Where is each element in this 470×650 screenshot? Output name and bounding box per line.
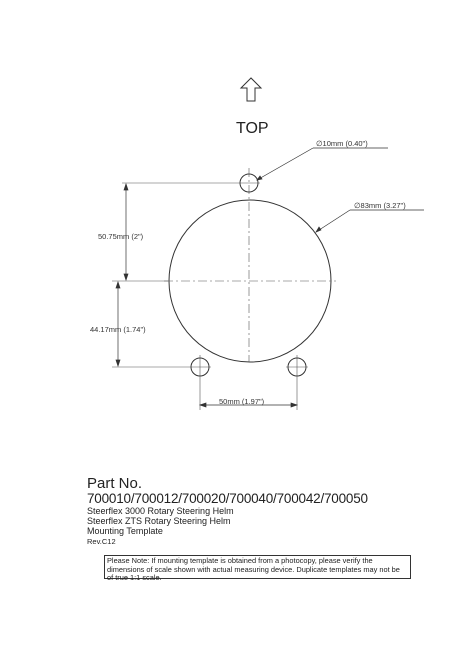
small-hole-leader: [257, 148, 388, 180]
part-numbers: 700010/700012/700020/700040/700042/700050: [87, 491, 368, 506]
hole-crosshairs: [189, 183, 308, 410]
vertical-upper-dimension: 50.75mm (2"): [98, 232, 144, 241]
vertical-lower-dimension: 44.17mm (1.74"): [90, 325, 146, 334]
top-label: TOP: [236, 120, 269, 137]
part-title: Part No.: [87, 475, 143, 492]
vertical-dimension-lines: [116, 184, 128, 366]
model-line-2: Steerflex ZTS Rotary Steering Helm: [87, 515, 231, 526]
large-hole-leader: [316, 210, 424, 232]
revision: Rev.C12: [87, 536, 116, 546]
center-lines: [164, 168, 336, 362]
model-line-1: Steerflex 3000 Rotary Steering Helm: [87, 505, 234, 516]
horizontal-dimension: 50mm (1.97"): [219, 397, 265, 406]
small-hole-dimension: ∅10mm (0.40"): [316, 139, 368, 148]
photocopy-note: Please Note: If mounting template is obtained from a photocopy, please verify the dimensions of scale shown with actual measuring device. Duplicate templates may not be of true 1:1 scale.: [104, 555, 411, 579]
large-hole-dimension: ∅83mm (3.27"): [354, 201, 406, 210]
part-info: [87, 476, 427, 545]
extension-lines: [112, 183, 238, 367]
model-line-3: Mounting Template: [87, 525, 163, 536]
up-arrow-icon: [241, 78, 261, 101]
